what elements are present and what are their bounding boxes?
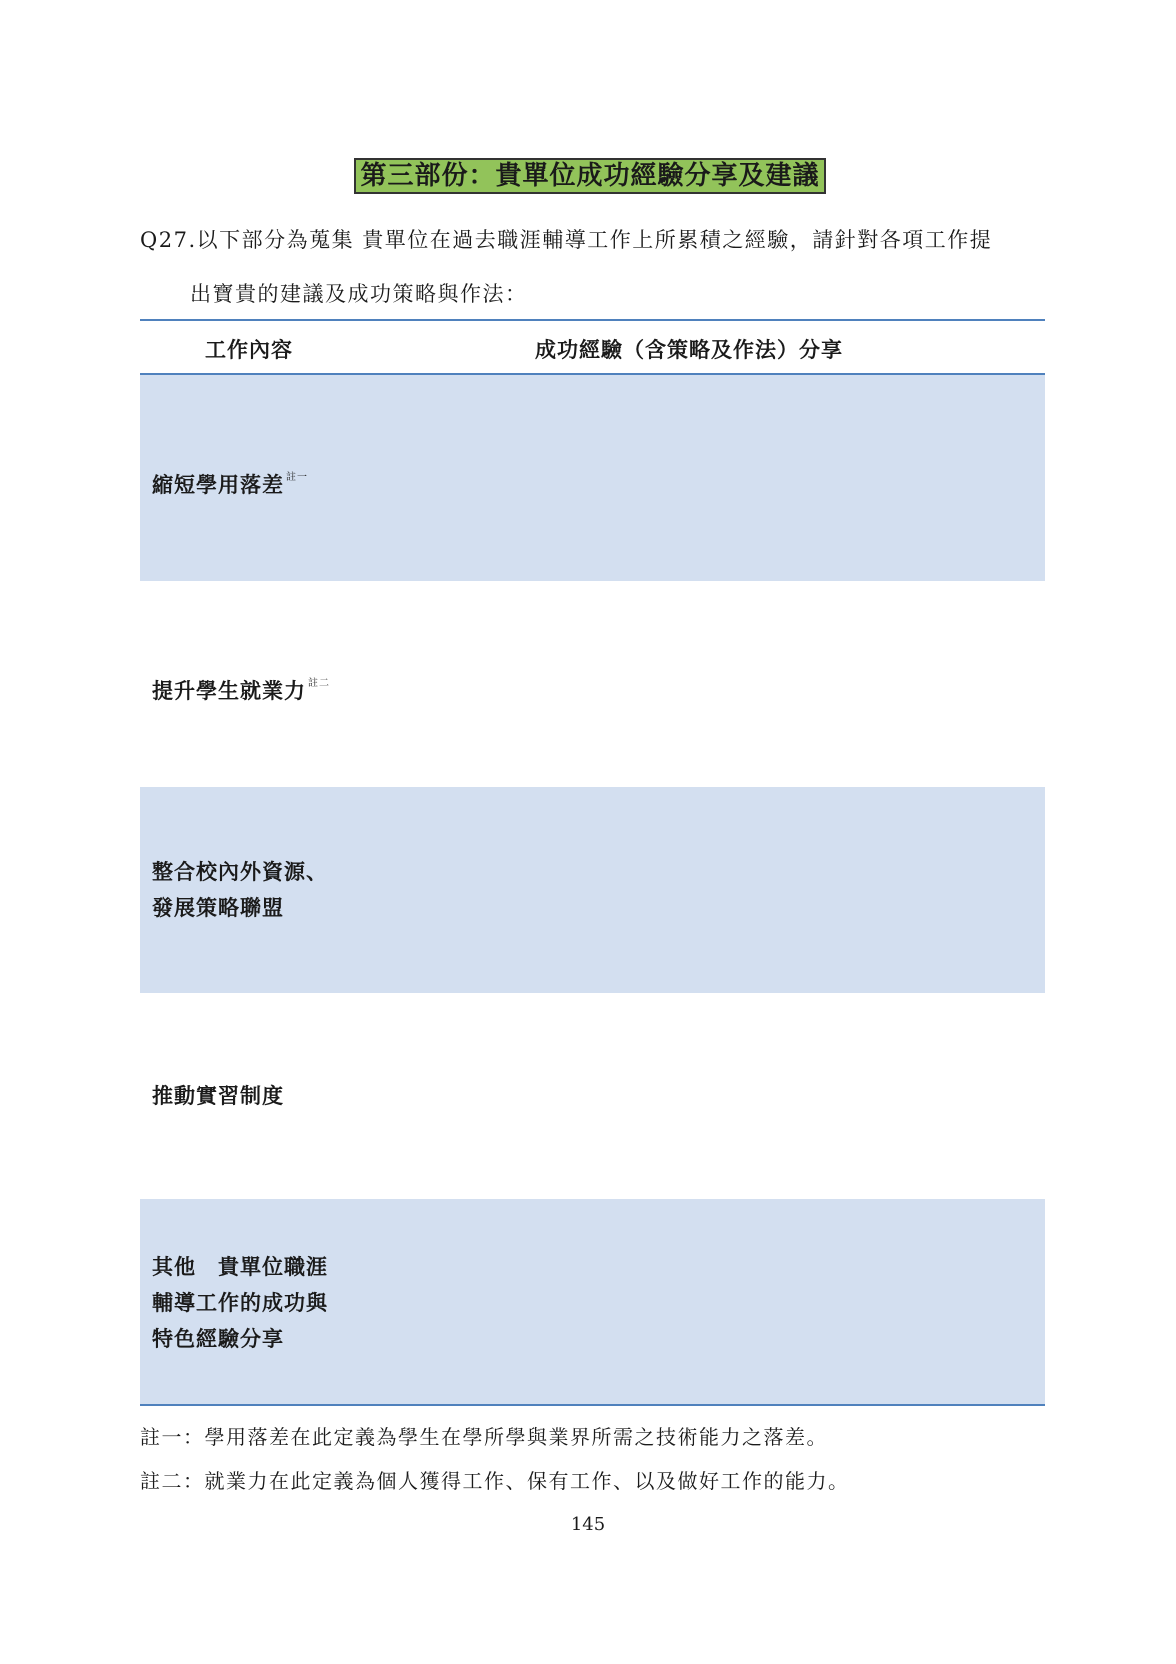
row-label: 推動實習制度 (152, 1083, 284, 1108)
question-text-line2: 出寶貴的建議及成功策略與作法： (190, 282, 528, 306)
table-row (140, 375, 1045, 581)
row-label: 其他 貴單位職涯 輔導工作的成功與 特色經驗分享 (152, 1254, 328, 1351)
note-ref: 註一 (286, 472, 308, 483)
table-row (140, 787, 1045, 993)
section-title: 第三部份：貴單位成功經驗分享及建議 (354, 158, 826, 194)
row-label: 整合校內外資源、 發展策略聯盟 (152, 859, 328, 920)
footnote-2: 註二：就業力在此定義為個人獲得工作、保有工作、以及做好工作的能力。 (140, 1469, 850, 1493)
note-ref: 註二 (308, 678, 330, 689)
header-experience: 成功經驗（含策略及作法）分享 (535, 337, 843, 362)
table-bottom-rule (140, 1404, 1045, 1406)
table-top-rule (140, 319, 1045, 321)
table-row (140, 993, 1045, 1199)
footnote-1: 註一：學用落差在此定義為學生在學所學與業界所需之技術能力之落差。 (140, 1425, 828, 1449)
table-row (140, 1199, 1045, 1405)
row-label: 提升學生就業力 $^{註二}$ (152, 678, 330, 703)
row-label: 縮短學用落差 $^{註一}$ (152, 472, 308, 497)
page-number: 145 (570, 1514, 606, 1535)
header-task: 工作內容 (205, 337, 293, 362)
question-text-line1: Q27.以下部分為蒐集 貴單位在過去職涯輔導工作上所累積之經驗，請針對各項工作提 (140, 228, 993, 252)
table-row (140, 581, 1045, 787)
